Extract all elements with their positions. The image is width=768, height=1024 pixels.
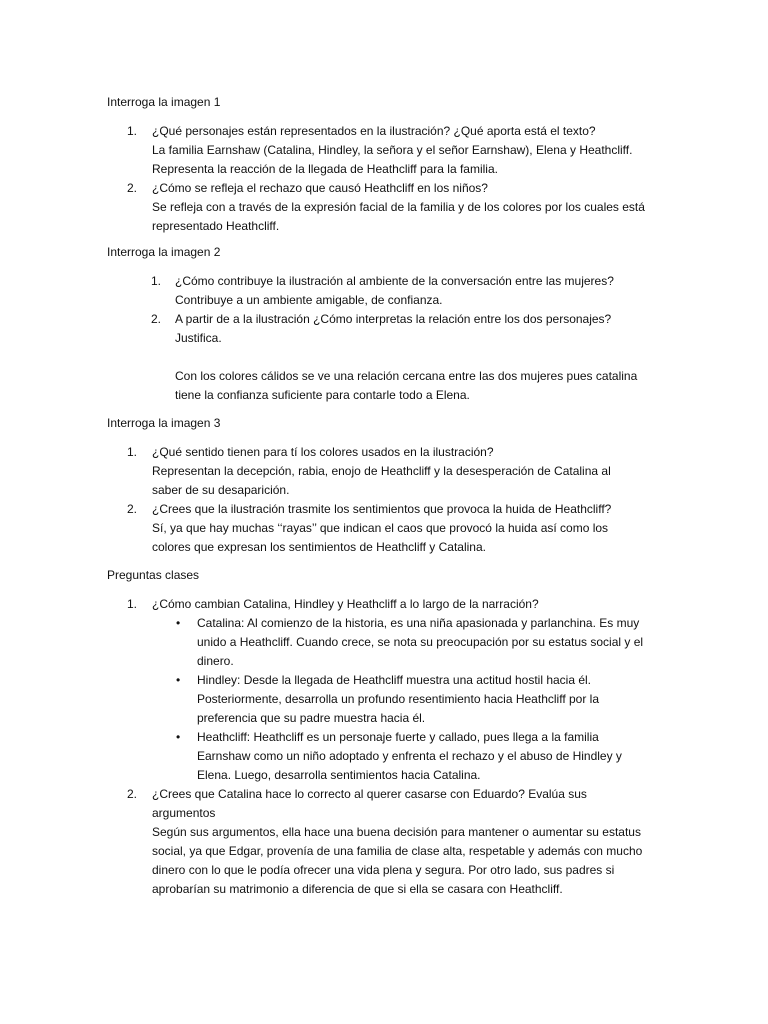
question-text: Justifica. <box>175 331 222 345</box>
bullet-text: Elena. Luego, desarrolla sentimientos hacia Catalina. <box>197 768 481 782</box>
bullet-text: Earnshaw como un niño adoptado y enfrenta el rechazo y el abuso de Hindley y <box>197 749 622 763</box>
list-item <box>127 443 667 500</box>
bullet-icon: • <box>176 730 181 744</box>
bullet-item-catalina <box>152 614 667 671</box>
question-text: argumentos <box>152 806 216 820</box>
question-text: ¿Qué sentido tienen para tí los colores usados en la ilustración? <box>152 445 494 459</box>
section-heading-preguntas-clases: Preguntas clases <box>107 568 200 582</box>
answer-text: Contribuye a un ambiente amigable, de confianza. <box>175 293 443 307</box>
list-item <box>127 785 667 899</box>
list-item <box>127 272 667 310</box>
answer-text: Representan la decepción, rabia, enojo de Heathcliff y la desesperación de Catalina al <box>152 464 611 478</box>
answer-text: tiene la confianza suficiente para contarle todo a Elena. <box>175 388 470 402</box>
section-2-list <box>127 272 667 405</box>
bullet-text: Posteriormente, desarrolla un profundo resentimiento hacia Heathcliff por la <box>197 692 599 706</box>
question-text: A partir de a la ilustración ¿Cómo interpretas la relación entre los dos personajes? <box>175 312 612 326</box>
list-number: 2. <box>127 181 138 195</box>
list-number: 2. <box>127 787 138 801</box>
bullet-item-heathcliff <box>152 728 667 785</box>
question-text: ¿Crees que Catalina hace lo correcto al querer casarse con Eduardo? Evalúa sus <box>152 787 587 801</box>
list-item <box>127 595 667 785</box>
answer-text: Representa la reacción de la llegada de Heathcliff para la familia. <box>152 162 498 176</box>
list-item <box>127 122 667 179</box>
question-text: ¿Crees que la ilustración trasmite los sentimientos que provoca la huida de Heathcliff? <box>152 502 612 516</box>
answer-text: aprobarían su matrimonio a diferencia de que si ella se casara con Heathcliff. <box>152 882 563 896</box>
bullet-text: Hindley: Desde la llegada de Heathcliff muestra una actitud hostil hacia él. <box>197 673 592 687</box>
list-number: 1. <box>127 597 138 611</box>
list-item <box>127 310 667 405</box>
section-heading-imagen-3: Interroga la imagen 3 <box>107 416 221 430</box>
answer-text: social, ya que Edgar, provenía de una familia de clase alta, respetable y además con mucho <box>152 844 643 858</box>
list-number: 2. <box>151 312 162 326</box>
bullet-list <box>152 614 667 785</box>
bullet-text: dinero. <box>197 654 234 668</box>
section-3-list <box>127 443 667 557</box>
list-number: 1. <box>151 274 162 288</box>
bullet-item-hindley <box>152 671 667 728</box>
answer-text: La familia Earnshaw (Catalina, Hindley, la señora y el señor Earnshaw), Elena y Heathcliff. <box>152 143 633 157</box>
answer-text: Sí, ya que hay muchas ‘‘rayas’’ que indican el caos que provocó la huida así como los <box>152 521 609 535</box>
list-item <box>127 179 667 236</box>
answer-text: dinero con lo que le podía ofrecer una vida plena y segura. Por otro lado, sus padres si <box>152 863 615 877</box>
section-heading-imagen-1: Interroga la imagen 1 <box>107 95 221 109</box>
answer-text: Con los colores cálidos se ve una relación cercana entre las dos mujeres pues catalina <box>175 369 638 383</box>
bullet-text: Catalina: Al comienzo de la historia, es una niña apasionada y parlanchina. Es muy <box>197 616 640 630</box>
answer-text: saber de su desaparición. <box>152 483 290 497</box>
question-text: ¿Cómo se refleja el rechazo que causó Heathcliff en los niños? <box>152 181 488 195</box>
answer-text: colores que expresan los sentimientos de Heathcliff y Catalina. <box>152 540 486 554</box>
section-4-list <box>127 595 667 899</box>
section-1-list <box>127 122 667 236</box>
bullet-text: preferencia que su padre muestra hacia él. <box>197 711 426 725</box>
bullet-icon: • <box>176 616 181 630</box>
list-item <box>127 500 667 557</box>
question-text: ¿Qué personajes están representados en la ilustración? ¿Qué aporta está el texto? <box>152 124 596 138</box>
list-number: 1. <box>127 124 138 138</box>
answer-text: representado Heathcliff. <box>152 219 280 233</box>
answer-text: Según sus argumentos, ella hace una buena decisión para mantener o aumentar su estatus <box>152 825 641 839</box>
question-text: ¿Cómo contribuye la ilustración al ambiente de la conversación entre las mujeres? <box>175 274 614 288</box>
bullet-icon: • <box>176 673 181 687</box>
blank-line <box>175 348 667 367</box>
bullet-text: unido a Heathcliff. Cuando crece, se nota su preocupación por su estatus social y el <box>197 635 644 649</box>
list-number: 2. <box>127 502 138 516</box>
answer-text: Se refleja con a través de la expresión facial de la familia y de los colores por los cuales está <box>152 200 645 214</box>
bullet-text: Heathcliff: Heathcliff es un personaje fuerte y callado, pues llega a la familia <box>197 730 599 744</box>
list-number: 1. <box>127 445 138 459</box>
question-text: ¿Cómo cambian Catalina, Hindley y Heathcliff a lo largo de la narración? <box>152 597 539 611</box>
section-heading-imagen-2: Interroga la imagen 2 <box>107 245 221 259</box>
